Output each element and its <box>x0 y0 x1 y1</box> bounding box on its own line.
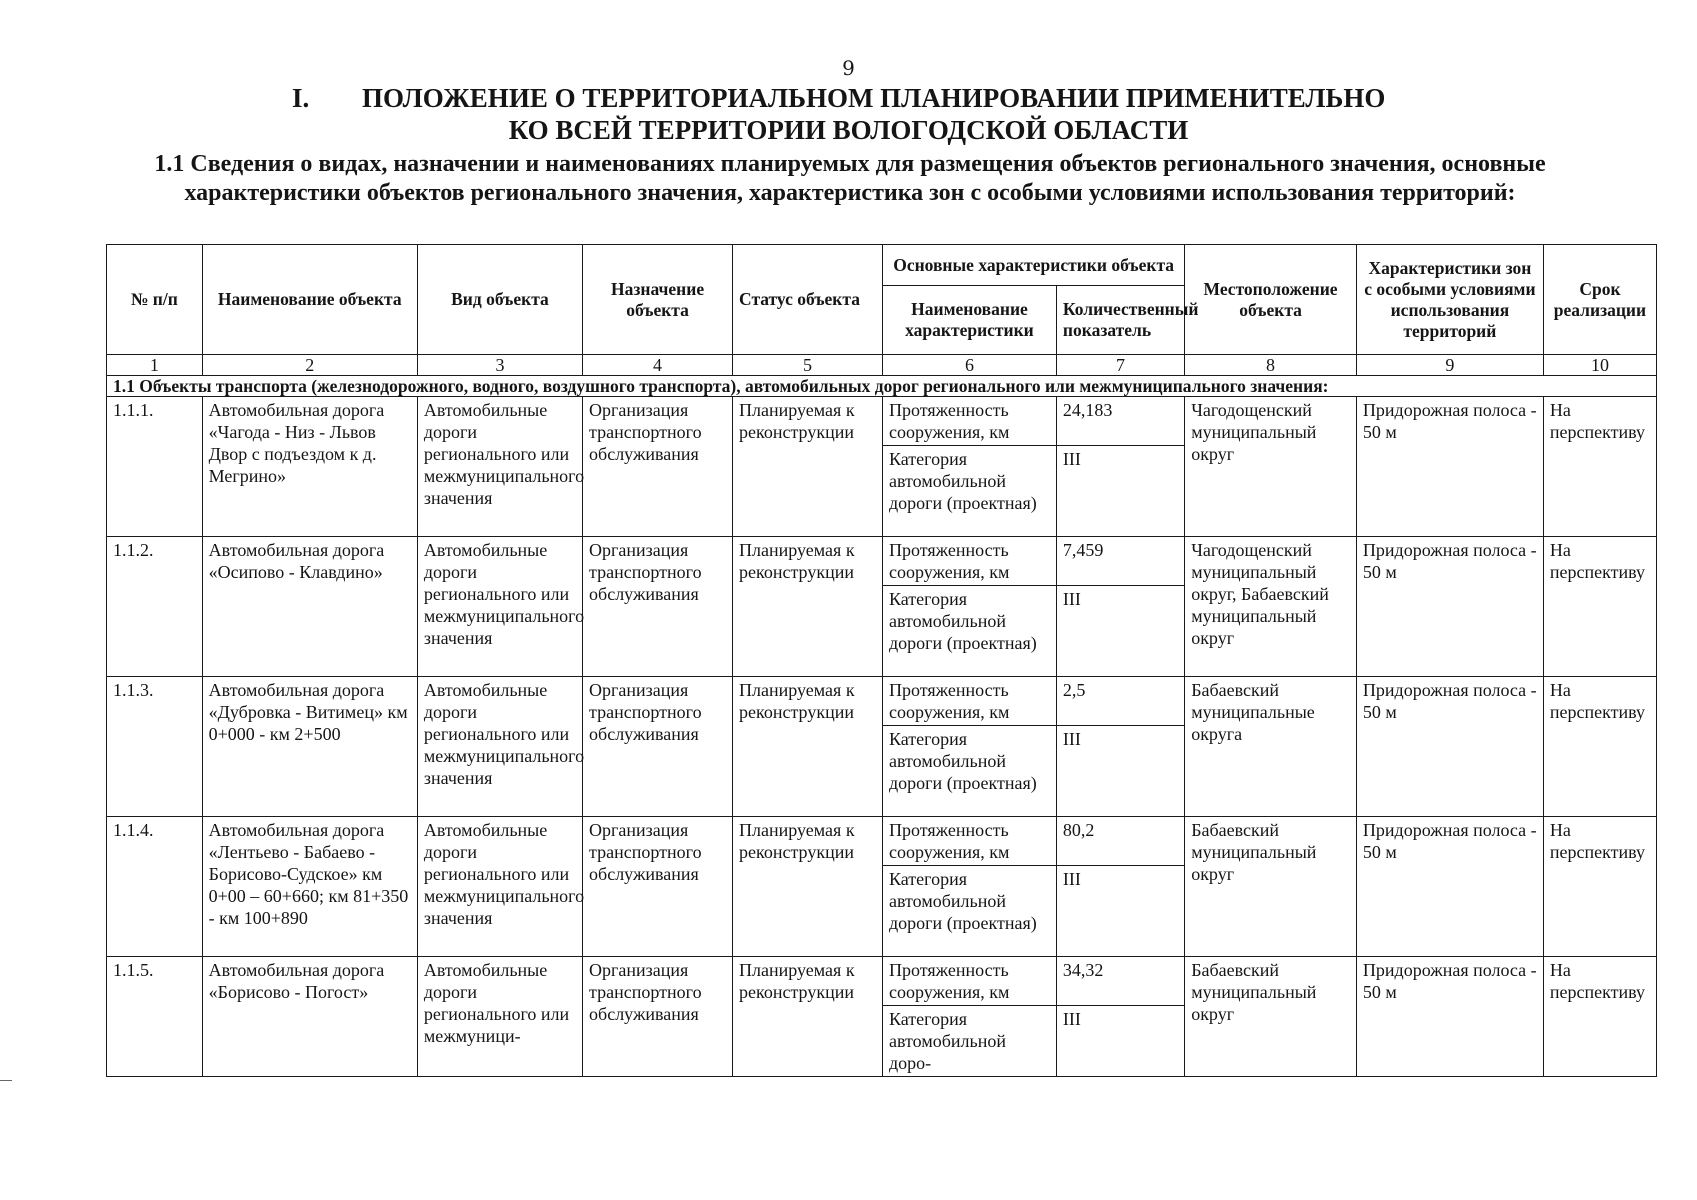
characteristic-length-value: 80,2 <box>1057 817 1184 866</box>
row-purpose: Организация транспортного обслуживания <box>583 537 733 677</box>
row-num: 1.1.2. <box>107 537 203 677</box>
row-status: Планируемая к реконструкции <box>733 397 883 537</box>
characteristic-length-value: 7,459 <box>1057 537 1184 586</box>
row-characteristic-names <box>883 397 1057 537</box>
row-zones: Придорожная полоса - 50 м <box>1356 677 1543 817</box>
row-purpose: Организация транспортного обслуживания <box>583 957 733 1077</box>
row-term: На перспективу <box>1543 817 1656 957</box>
row-name: Автомобильная дорога «Дубровка - Витимец» км 0+000 - км 2+500 <box>202 677 417 817</box>
characteristic-category-label: Категория автомобильной дороги (проектная) <box>889 449 1037 513</box>
characteristic-category-value: III <box>1062 729 1081 749</box>
row-purpose: Организация транспортного обслуживания <box>583 817 733 957</box>
column-number: 7 <box>1056 355 1184 376</box>
row-purpose: Организация транспортного обслуживания <box>583 397 733 537</box>
column-number-row <box>107 355 1657 376</box>
characteristic-category-label: Категория автомобильной дороги (проектная) <box>889 729 1037 793</box>
objects-table <box>106 244 1657 1077</box>
row-num: 1.1.1. <box>107 397 203 537</box>
table-header-row <box>107 245 1657 286</box>
row-num: 1.1.3. <box>107 677 203 817</box>
row-status: Планируемая к реконструкции <box>733 537 883 677</box>
row-characteristic-names <box>883 817 1057 957</box>
header-zones: Характеристики зон с особыми условиями использования территорий <box>1356 245 1543 355</box>
section-roman-numeral: I. <box>292 83 310 113</box>
column-number: 10 <box>1543 355 1656 376</box>
row-kind: Автомобильные дороги регионального или межмуници- <box>417 957 582 1077</box>
row-purpose: Организация транспортного обслуживания <box>583 677 733 817</box>
column-number: 3 <box>417 355 582 376</box>
characteristic-length-value: 34,32 <box>1057 957 1184 1006</box>
row-kind: Автомобильные дороги регионального или межмуниципального значения <box>417 397 582 537</box>
header-characteristic-value: Количественный показатель <box>1056 286 1184 355</box>
column-number: 9 <box>1356 355 1543 376</box>
header-kind: Вид объекта <box>417 245 582 355</box>
header-purpose: Назначение объекта <box>583 245 733 355</box>
row-name: Автомобильная дорога «Борисово - Погост» <box>202 957 417 1077</box>
row-zones: Придорожная полоса - 50 м <box>1356 397 1543 537</box>
characteristic-length-label: Протяженность сооружения, км <box>883 537 1056 586</box>
characteristic-category-label: Категория автомобильной дороги (проектная) <box>889 589 1037 653</box>
subsection-heading: 1.1 Сведения о видах, назначении и наименованиях планируемых для размещения объектов регионального значения, основные характеристики объектов регионального значения, характеристика зон с особыми условиями использования территорий: <box>154 151 1546 206</box>
margin-mark <box>0 1080 12 1081</box>
table-row <box>107 677 1657 817</box>
section-heading-line-1: ПОЛОЖЕНИЕ О ТЕРРИТОРИАЛЬНОМ ПЛАНИРОВАНИИ ПРИМЕНИТЕЛЬНО <box>362 83 1386 113</box>
row-characteristic-values <box>1056 957 1184 1077</box>
row-characteristic-names <box>883 677 1057 817</box>
row-status: Планируемая к реконструкции <box>733 677 883 817</box>
row-term: На перспективу <box>1543 537 1656 677</box>
header-term: Срок реализации <box>1543 245 1656 355</box>
row-zones: Придорожная полоса - 50 м <box>1356 817 1543 957</box>
row-name: Автомобильная дорога «Лентьево - Бабаево - Борисово-Судское» км 0+00 – 60+660; км 81+350 - км 100+890 <box>202 817 417 957</box>
characteristic-category-label: Категория автомобильной дороги (проектная) <box>889 869 1037 933</box>
characteristic-length-label: Протяженность сооружения, км <box>883 957 1056 1006</box>
row-characteristic-values <box>1056 537 1184 677</box>
row-num: 1.1.4. <box>107 817 203 957</box>
section-heading-line-2: КО ВСЕЙ ТЕРРИТОРИИ ВОЛОГОДСКОЙ ОБЛАСТИ <box>508 115 1189 145</box>
header-status: Статус объекта <box>733 245 883 355</box>
table-row <box>107 397 1657 537</box>
row-characteristic-values <box>1056 397 1184 537</box>
row-zones: Придорожная полоса - 50 м <box>1356 957 1543 1077</box>
column-number: 1 <box>107 355 203 376</box>
header-num: № п/п <box>107 245 203 355</box>
header-location: Местоположение объекта <box>1185 245 1357 355</box>
row-status: Планируемая к реконструкции <box>733 957 883 1077</box>
characteristic-category-value: III <box>1062 1009 1081 1029</box>
row-zones: Придорожная полоса - 50 м <box>1356 537 1543 677</box>
row-term: На перспективу <box>1543 677 1656 817</box>
row-location: Чагодощенский муниципальный округ, Бабаевский муниципальный округ <box>1185 537 1357 677</box>
row-kind: Автомобильные дороги регионального или межмуниципального значения <box>417 537 582 677</box>
section-title: 1.1 Объекты транспорта (железнодорожного, водного, воздушного транспорта), автомобильных дорог регионального или межмуниципального значения: <box>107 376 1657 397</box>
column-number: 6 <box>883 355 1057 376</box>
characteristic-length-label: Протяженность сооружения, км <box>883 397 1056 446</box>
row-kind: Автомобильные дороги регионального или межмуниципального значения <box>417 677 582 817</box>
characteristic-length-value: 2,5 <box>1057 677 1184 726</box>
column-number: 2 <box>202 355 417 376</box>
table-row <box>107 817 1657 957</box>
column-number: 8 <box>1185 355 1357 376</box>
row-characteristic-names <box>883 957 1057 1077</box>
header-name: Наименование объекта <box>202 245 417 355</box>
column-number: 5 <box>733 355 883 376</box>
header-main-characteristics: Основные характеристики объекта <box>883 245 1185 286</box>
row-location: Бабаевский муниципальный округ <box>1185 957 1357 1077</box>
table-row <box>107 957 1657 1077</box>
table-row <box>107 537 1657 677</box>
row-term: На перспективу <box>1543 397 1656 537</box>
row-location: Бабаевский муниципальный округ <box>1185 817 1357 957</box>
page-number: 9 <box>842 56 855 80</box>
row-name: Автомобильная дорога «Осипово - Клавдино» <box>202 537 417 677</box>
column-number: 4 <box>583 355 733 376</box>
row-term: На перспективу <box>1543 957 1656 1077</box>
section-row <box>107 376 1657 397</box>
characteristic-category-value: III <box>1062 589 1081 609</box>
row-kind: Автомобильные дороги регионального или межмуниципального значения <box>417 817 582 957</box>
characteristic-category-label: Категория автомобильной доро- <box>889 1009 1006 1073</box>
row-location: Бабаевский муниципальные округа <box>1185 677 1357 817</box>
header-characteristic-name: Наименование характеристики <box>883 286 1057 355</box>
row-characteristic-values <box>1056 817 1184 957</box>
characteristic-length-label: Протяженность сооружения, км <box>883 817 1056 866</box>
characteristic-length-label: Протяженность сооружения, км <box>883 677 1056 726</box>
row-characteristic-names <box>883 537 1057 677</box>
characteristic-category-value: III <box>1062 449 1081 469</box>
row-status: Планируемая к реконструкции <box>733 817 883 957</box>
characteristic-category-value: III <box>1062 869 1081 889</box>
characteristic-length-value: 24,183 <box>1057 397 1184 446</box>
row-characteristic-values <box>1056 677 1184 817</box>
row-name: Автомобильная дорога «Чагода - Низ - Львов Двор с подъездом к д. Мегрино» <box>202 397 417 537</box>
row-location: Чагодощенский муниципальный округ <box>1185 397 1357 537</box>
row-num: 1.1.5. <box>107 957 203 1077</box>
